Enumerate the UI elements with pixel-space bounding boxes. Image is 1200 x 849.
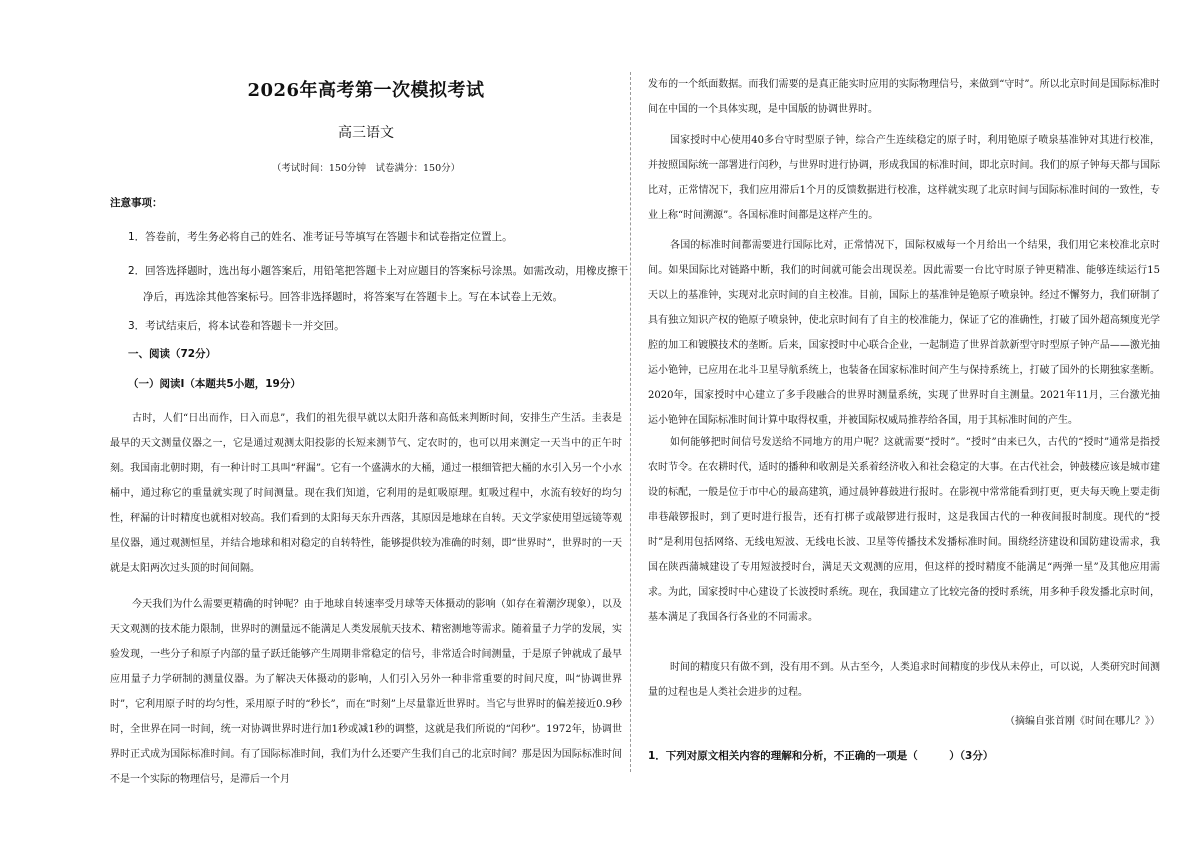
exam-subject: 高三语文 bbox=[338, 125, 394, 141]
notice-item-1: 1．答卷前，考生务必将自己的姓名、准考证号等填写在答题卡和试卷指定位置上。 bbox=[128, 231, 513, 243]
subsection-heading: （一）阅读Ⅰ（本题共5小题，19分） bbox=[128, 378, 301, 390]
exam-title: 2026年高考第一次模拟考试 bbox=[247, 80, 485, 101]
column-divider bbox=[630, 72, 631, 772]
passage-paragraph: 国家授时中心使用40多台守时型原子钟，综合产生连续稳定的原子时，利用铯原子喷泉基准钟对其进行校准，并按照国际统一部署进行闰秒，与世界时进行协调，形成我国的标准时间，即北京时间。我们的原子钟每天都与国际比对，正常情况下，我们应用滞后1个月的反馈数据进行校准，这样就实现了北京时间与国际标准时间的一致性，专业上称“时间溯源”。各国标准时间都是这样产生的。 bbox=[648, 135, 1160, 221]
notice-item-3: 3．考试结束后，将本试卷和答题卡一并交回。 bbox=[128, 320, 345, 332]
passage-paragraph: 各国的标准时间都需要进行国际比对，正常情况下，国际权威每一个月给出一个结果，我们用它来校准北京时间。如果国际比对链路中断，我们的时间就可能会出现误差。因此需要一台比守时原子钟更精准、能够连续运行15天以上的基准钟，实现对北京时间的自主校准。目前，国际上的基准钟是铯原子喷泉钟。经过不懈努力，我们研制了具有独立知识产权的铯原子喷泉钟，使北京时间有了自主的校准能力，保证了它的准确性，打破了国外超高频度光学腔的加工和镀膜技术的垄断。后来，国家授时中心联合企业，一起制造了世界首款新型守时型原子钟产品——激光抽运小铯钟，已应用在北斗卫星导航系统上，也装备在国家标准时间产生与保持系统上，打破了国外的长期独家垄断。2020年，国家授时中心建立了多手段融合的世界时测量系统，实现了世界时自主测量。2021年11月，三台激光抽运小铯钟在国际标准时间计算中取得权重，并被国际权威局推荐给各国，用于其标准时间的产生。 bbox=[648, 240, 1160, 426]
notice-heading: 注意事项： bbox=[110, 197, 163, 209]
passage-paragraph: 时间的精度只有做不到，没有用不到。从古至今，人类追求时间精度的步伐从未停止，可以说，人类研究时间测量的过程也是人类社会进步的过程。 bbox=[648, 662, 1160, 698]
passage-source: （摘编自张首刚《时间在哪儿？》） bbox=[1005, 716, 1160, 727]
passage-paragraph: 古时，人们“日出而作，日入而息”，我们的祖先很早就以太阳升落和高低来判断时间，安排生产生活。圭表是最早的天文测量仪器之一，它是通过观测太阳投影的长短来测节气、定农时的，也可以用来测定一天当中的正午时刻。我国南北朝时期，有一种计时工具叫“秤漏”。它有一个盛满水的大桶，通过一根细管把大桶的水引入另一个小水桶中，通过称它的重量就实现了时间测量。现在我们知道，它利用的是虹吸原理。虹吸过程中，水流有较好的均匀性，秤漏的计时精度也就相对较高。我们看到的太阳每天东升西落，其原因是地球在自转。天文学家使用望远镜等观星仪器，通过观测恒星，并结合地球和相对稳定的自转特性，能够提供较为准确的时刻，即“世界时”，世界时的一天就是太阳两次过头顶的时间间隔。 bbox=[110, 413, 622, 574]
passage-paragraph: 发布的一个纸面数据。而我们需要的是真正能实时应用的实际物理信号，来做到“守时”。所以北京时间是国际标准时间在中国的一个具体实现，是中国版的协调世界时。 bbox=[648, 79, 1160, 115]
notice-item-2: 2．回答选择题时，选出每小题答案后，用铅笔把答题卡上对应题目的答案标号涂黑。如需改动，用橡皮擦干净后，再选涂其他答案标号。回答非选择题时，将答案写在答题卡上。写在本试卷上无效。 bbox=[128, 265, 629, 303]
passage-paragraph: 今天我们为什么需要更精确的时钟呢？由于地球自转速率受月球等天体摄动的影响（如存在着潮汐现象），以及天文观测的技术能力限制，世界时的测量远不能满足人类发展航天技术、精密测地等需求。随着量子力学的发展，实验发现，一些分子和原子内部的量子跃迁能够产生周期非常稳定的信号，非常适合时间测量，于是原子钟就成了最早应用量子力学研制的测量仪器。为了解决天体摄动的影响，人们引入另外一种非常重要的时间尺度，叫“协调世界时”，它利用原子时的均匀性，采用原子时的“秒长”，而在“时刻”上尽量靠近世界时。当它与世界时的偏差接近0.9秒时，全世界在同一时间，统一对协调世界时进行加1秒或减1秒的调整，这就是我们所说的“闰秒”。1972年，协调世界时正式成为国际标准时间。有了国际标准时间，我们为什么还要产生我们自己的北京时间？那是因为国际标准时间不是一个实际的物理信号，是滞后一个月 bbox=[110, 599, 622, 785]
passage-paragraph: 如何能够把时间信号发送给不同地方的用户呢？这就需要“授时”。“授时”由来已久，古代的“授时”通常是指授农时节令。在农耕时代，适时的播种和收割是关系着经济收入和社会稳定的大事。在古代社会，钟鼓楼应该是城市建设的标配，一般是位于市中心的最高建筑，通过晨钟暮鼓进行报时。在影视中常常能看到打更，更夫每天晚上要走街串巷敲锣报时，到了更时进行报告，还有打梆子或敲锣进行报时，这是我国古代的一种夜间报时制度。现代的“授时”是利用包括网络、无线电短波、无线电长波、卫星等传播技术发播标准时间。围绕经济建设和国防建设需求，我国在陕西蒲城建设了专用短波授时台，满足天文观测的应用，但这样的授时精度不能满足“两弹一星”及其他应用需求。为此，国家授时中心建设了长波授时系统。现在，我国建立了比较完备的授时系统，用多种手段发播北京时间，基本满足了我国各行各业的不同需求。 bbox=[648, 437, 1160, 623]
section-heading: 一、阅读（72分） bbox=[128, 348, 217, 360]
exam-meta: （考试时间：150分钟 试卷满分：150分） bbox=[271, 163, 461, 174]
question-1: 1．下列对原文相关内容的理解和分析，不正确的一项是（ ）（3分） bbox=[648, 750, 994, 762]
